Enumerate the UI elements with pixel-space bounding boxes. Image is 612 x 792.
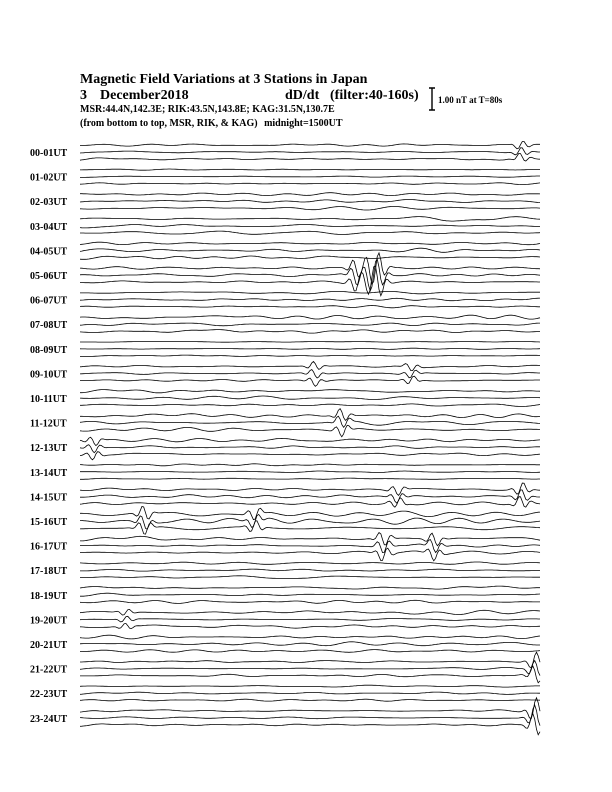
trace-RIK-05-06UT (80, 259, 540, 291)
trace-MSR-03-04UT (80, 231, 540, 234)
trace-MSR-02-03UT (80, 207, 540, 211)
trace-RIK-13-14UT (80, 471, 540, 473)
trace-MSR-15-16UT (80, 521, 540, 535)
month-year-label: December2018 (100, 88, 189, 103)
trace-RIK-01-02UT (80, 176, 540, 177)
trace-KAG-00-01UT (80, 142, 540, 149)
trace-MSR-08-09UT (80, 355, 540, 356)
trace-KAG-15-16UT (80, 507, 540, 520)
row-label-05-06UT: 05-06UT (30, 271, 68, 282)
row-label-14-15UT: 14-15UT (30, 492, 68, 504)
trace-RIK-21-22UT (80, 661, 540, 676)
row-label-06-07UT: 06-07UT (30, 295, 68, 307)
trace-MSR-04-05UT (80, 256, 540, 259)
trace-MSR-22-23UT (80, 699, 540, 701)
trace-KAG-21-22UT (80, 652, 540, 668)
trace-KAG-09-10UT (80, 362, 540, 371)
row-label-13-14UT: 13-14UT (30, 467, 68, 479)
trace-KAG-18-19UT (80, 586, 540, 589)
row-label-11-12UT: 11-12UT (30, 418, 67, 430)
trace-MSR-20-21UT (80, 650, 540, 653)
trace-KAG-06-07UT (80, 291, 540, 293)
trace-RIK-20-21UT (80, 642, 540, 646)
row-label-00-01UT: 00-01UT (30, 148, 68, 159)
trace-RIK-14-15UT (80, 490, 540, 503)
trace-RIK-16-17UT (80, 540, 540, 553)
traces (80, 142, 540, 735)
day-label: 3 (80, 88, 87, 103)
trace-RIK-22-23UT (80, 692, 540, 694)
order-note: (from bottom to top, MSR, RIK, & KAG) (80, 118, 258, 129)
trace-RIK-09-10UT (80, 370, 540, 379)
trace-RIK-10-11UT (80, 396, 540, 400)
trace-MSR-09-10UT (80, 376, 540, 386)
trace-MSR-11-12UT (80, 425, 540, 437)
trace-KAG-07-08UT (80, 315, 540, 319)
trace-RIK-15-16UT (80, 514, 540, 529)
row-label-08-09UT: 08-09UT (30, 344, 68, 356)
trace-KAG-13-14UT (80, 464, 540, 466)
trace-MSR-10-11UT (80, 404, 540, 407)
chart-title: Magnetic Field Variations at 3 Stations in Japan (80, 72, 368, 87)
row-label-20-21UT: 20-21UT (30, 640, 68, 651)
trace-MSR-14-15UT (80, 497, 540, 508)
row-label-17-18UT: 17-18UT (30, 566, 68, 578)
row-label-18-19UT: 18-19UT (30, 590, 68, 602)
row-label-16-17UT: 16-17UT (30, 541, 68, 553)
trace-KAG-22-23UT (80, 685, 540, 687)
row-label-01-02UT: 01-02UT (30, 172, 68, 184)
row-labels (30, 148, 68, 725)
trace-RIK-04-05UT (80, 248, 540, 252)
scale-label: 1.00 nT at T=80s (438, 95, 503, 105)
trace-KAG-11-12UT (80, 409, 540, 421)
quantity-label: dD/dt (285, 88, 320, 103)
trace-KAG-01-02UT (80, 169, 540, 170)
trace-MSR-18-19UT (80, 600, 540, 603)
row-label-02-03UT: 02-03UT (30, 197, 68, 209)
row-label-03-04UT: 03-04UT (30, 221, 68, 233)
trace-MSR-23-24UT (80, 714, 540, 735)
trace-KAG-08-09UT (80, 341, 540, 342)
station-coordinates: MSR:44.4N,142.3E; RIK:43.5N,143.8E; KAG:31.5N,130.7E (80, 104, 335, 115)
trace-KAG-10-11UT (80, 390, 540, 393)
row-label-10-11UT: 10-11UT (30, 394, 67, 405)
trace-KAG-19-20UT (80, 609, 540, 615)
scale-bar (429, 88, 435, 110)
trace-RIK-17-18UT (80, 569, 540, 571)
trace-RIK-00-01UT (80, 148, 540, 155)
trace-MSR-06-07UT (80, 306, 540, 308)
trace-MSR-12-13UT (80, 452, 540, 460)
row-label-09-10UT: 09-10UT (30, 369, 68, 381)
trace-KAG-20-21UT (80, 635, 540, 639)
row-label-23-24UT: 23-24UT (30, 713, 68, 725)
trace-MSR-16-17UT (80, 548, 540, 561)
trace-KAG-03-04UT (80, 217, 540, 222)
trace-MSR-01-02UT (80, 183, 540, 185)
trace-RIK-23-24UT (80, 705, 540, 726)
trace-RIK-11-12UT (80, 416, 540, 427)
row-label-12-13UT: 12-13UT (30, 443, 68, 455)
trace-KAG-17-18UT (80, 562, 540, 564)
row-label-21-22UT: 21-22UT (30, 664, 68, 676)
trace-RIK-02-03UT (80, 200, 540, 203)
scale-bar-mark (429, 88, 435, 110)
trace-RIK-19-20UT (80, 616, 540, 622)
trace-KAG-16-17UT (80, 533, 540, 546)
trace-KAG-02-03UT (80, 193, 540, 196)
trace-KAG-12-13UT (80, 437, 540, 445)
filter-label: (filter:40-160s) (330, 88, 419, 103)
midnight-note: midnight=1500UT (264, 118, 343, 129)
row-label-15-16UT: 15-16UT (30, 517, 68, 528)
trace-RIK-07-08UT (80, 323, 540, 326)
trace-MSR-13-14UT (80, 478, 540, 479)
trace-RIK-08-09UT (80, 348, 540, 349)
row-label-19-20UT: 19-20UT (30, 615, 68, 627)
trace-MSR-17-18UT (80, 576, 540, 579)
trace-RIK-03-04UT (80, 225, 540, 228)
trace-MSR-00-01UT (80, 153, 540, 161)
trace-RIK-06-07UT (80, 298, 540, 301)
trace-KAG-14-15UT (80, 483, 540, 495)
row-label-07-08UT: 07-08UT (30, 320, 68, 332)
trace-RIK-18-19UT (80, 593, 540, 596)
trace-MSR-19-20UT (80, 624, 540, 629)
trace-MSR-05-06UT (80, 266, 540, 296)
row-label-22-23UT: 22-23UT (30, 689, 68, 701)
trace-RIK-12-13UT (80, 445, 540, 453)
trace-MSR-07-08UT (80, 330, 540, 334)
trace-KAG-04-05UT (80, 242, 540, 245)
row-label-04-05UT: 04-05UT (30, 246, 68, 258)
